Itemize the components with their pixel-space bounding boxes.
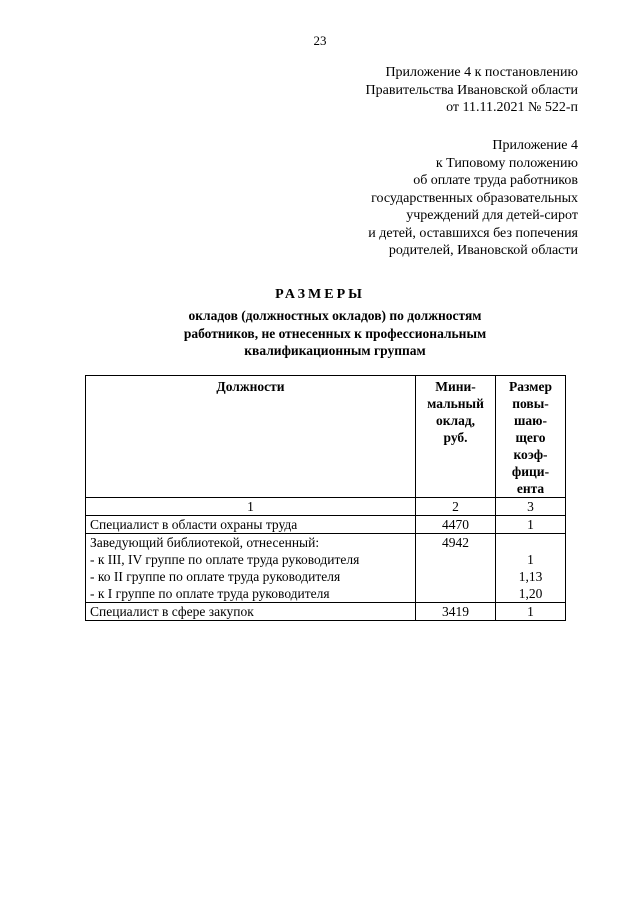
subtitle-line: квалификационным группам <box>244 343 426 358</box>
table-row <box>86 534 566 603</box>
subtitle-line: окладов (должностных окладов) по должностям <box>188 308 482 323</box>
page-number: 23 <box>313 33 327 48</box>
subtitle-line: работников, не отнесенных к профессиональным <box>183 325 487 341</box>
salary-cell: 4470 <box>416 516 496 534</box>
document-subtitle <box>0 307 640 360</box>
appendix-sub-line: учреждений для детей-сирот <box>406 208 578 223</box>
table-row <box>86 516 566 534</box>
header-position: Должности <box>86 376 416 498</box>
salary-cell: 3419 <box>416 603 496 621</box>
appendix-sub-line: государственных образовательных <box>371 190 578 206</box>
position-cell: Специалист в области охраны труда <box>86 516 416 534</box>
salary-cell: 4942 <box>416 534 496 603</box>
appendix-sub-reference <box>368 137 578 260</box>
position-cell: Специалист в сфере закупок <box>86 603 416 621</box>
column-number-row <box>86 498 566 516</box>
column-number: 3 <box>496 498 566 516</box>
salary-table <box>85 375 566 621</box>
header-salary: Мини- мальный оклад, руб. <box>416 376 496 498</box>
appendix-sub-line: Приложение 4 <box>492 138 578 153</box>
appendix-reference <box>366 64 578 117</box>
coefficient-cell: 1 <box>496 603 566 621</box>
appendix-sub-line: и детей, оставшихся без попечения <box>368 225 578 241</box>
appendix-line: от 11.11.2021 № 522-п <box>446 100 578 115</box>
coefficient-cell: 1 1,13 1,20 <box>496 534 566 603</box>
position-cell: Заведующий библиотекой, отнесенный: - к III, IV группе по оплате труда руководителя - ко II группе по оплате труда руководителя - к I группе по оплате труда руководителя <box>86 534 416 603</box>
appendix-sub-line: об оплате труда работников <box>413 173 578 188</box>
table-header-row <box>86 376 566 498</box>
table-row <box>86 603 566 621</box>
header-coefficient: Размер повы- шаю- щего коэф- фици- ента <box>496 376 566 498</box>
appendix-line: Правительства Ивановской области <box>365 82 578 98</box>
column-number: 1 <box>86 498 416 516</box>
appendix-sub-line: к Типовому положению <box>435 155 578 171</box>
coefficient-cell: 1 <box>496 516 566 534</box>
appendix-line: Приложение 4 к постановлению <box>385 65 578 80</box>
appendix-sub-line: родителей, Ивановской области <box>388 243 578 258</box>
column-number: 2 <box>416 498 496 516</box>
document-title: РАЗМЕРЫ <box>275 287 365 302</box>
